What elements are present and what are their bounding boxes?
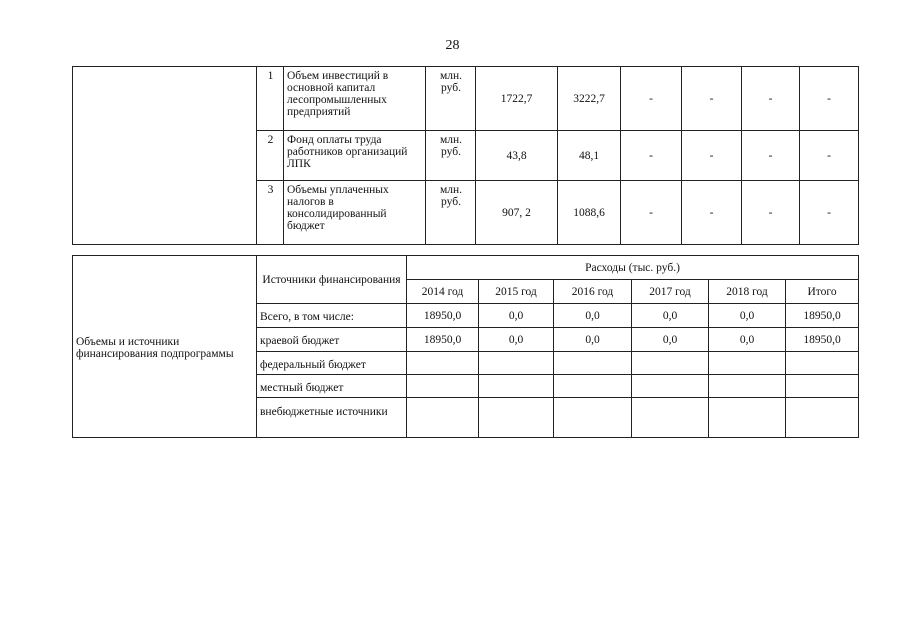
indicator-value: 1722,7 xyxy=(476,67,558,131)
indicator-dash: - xyxy=(800,181,859,245)
amount-cell: 0,0 xyxy=(554,328,632,352)
indicator-number: 3 xyxy=(257,181,284,245)
indicator-name: Объем инвестиций в основной капитал лесопромышленных предприятий xyxy=(284,67,426,131)
amount-cell xyxy=(786,398,859,438)
amount-cell xyxy=(479,352,554,375)
amount-cell: 18950,0 xyxy=(786,328,859,352)
financing-section-label: Объемы и источники финансирования подпрограммы xyxy=(73,256,257,438)
amount-cell xyxy=(632,398,709,438)
indicator-name: Объемы уплаченных налогов в консолидированный бюджет xyxy=(284,181,426,245)
indicator-dash: - xyxy=(621,67,682,131)
indicator-value: 3222,7 xyxy=(558,67,621,131)
indicator-row xyxy=(73,67,859,131)
indicator-dash: - xyxy=(621,131,682,181)
amount-cell xyxy=(554,352,632,375)
year-header: 2014 год xyxy=(407,280,479,304)
indicator-number: 1 xyxy=(257,67,284,131)
amount-cell: 0,0 xyxy=(709,328,786,352)
indicator-dash: - xyxy=(742,181,800,245)
indicator-dash: - xyxy=(800,131,859,181)
amount-cell: 0,0 xyxy=(479,328,554,352)
year-header: 2015 год xyxy=(479,280,554,304)
indicator-number: 2 xyxy=(257,131,284,181)
source-label: внебюджетные источники xyxy=(257,398,407,438)
page-number: 28 xyxy=(445,38,460,53)
amount-cell xyxy=(709,398,786,438)
amount-cell xyxy=(554,398,632,438)
year-header: 2016 год xyxy=(554,280,632,304)
indicator-value: 907, 2 xyxy=(476,181,558,245)
amount-cell: 18950,0 xyxy=(786,304,859,328)
financing-table xyxy=(72,255,859,438)
source-label: Всего, в том числе: xyxy=(257,304,407,328)
amount-cell: 0,0 xyxy=(479,304,554,328)
amount-cell xyxy=(709,352,786,375)
amount-cell xyxy=(786,352,859,375)
year-header: 2017 год xyxy=(632,280,709,304)
amount-cell xyxy=(479,375,554,398)
amount-cell xyxy=(407,352,479,375)
year-header: 2018 год xyxy=(709,280,786,304)
amount-cell xyxy=(407,398,479,438)
source-label: краевой бюджет xyxy=(257,328,407,352)
total-header: Итого xyxy=(786,280,859,304)
indicator-name: Фонд оплаты труда работников организаций ЛПК xyxy=(284,131,426,181)
indicator-dash: - xyxy=(742,131,800,181)
indicator-dash: - xyxy=(621,181,682,245)
indicator-dash: - xyxy=(682,131,742,181)
indicator-value: 43,8 xyxy=(476,131,558,181)
amount-cell xyxy=(479,398,554,438)
indicator-dash: - xyxy=(682,181,742,245)
financing-header-row xyxy=(73,256,859,280)
indicators-empty-cell xyxy=(73,67,257,245)
amount-cell xyxy=(709,375,786,398)
amount-cell xyxy=(632,352,709,375)
indicator-unit: млн. руб. xyxy=(426,181,476,245)
source-label: федеральный бюджет xyxy=(257,352,407,375)
amount-cell: 0,0 xyxy=(709,304,786,328)
amount-cell xyxy=(786,375,859,398)
amount-cell: 18950,0 xyxy=(407,328,479,352)
indicator-dash: - xyxy=(742,67,800,131)
source-label: местный бюджет xyxy=(257,375,407,398)
indicator-unit: млн. руб. xyxy=(426,67,476,131)
amount-cell: 0,0 xyxy=(632,328,709,352)
amount-cell: 0,0 xyxy=(554,304,632,328)
amount-cell xyxy=(407,375,479,398)
indicator-dash: - xyxy=(800,67,859,131)
amount-cell xyxy=(554,375,632,398)
sources-header: Источники финансирования xyxy=(257,256,407,304)
amount-cell xyxy=(632,375,709,398)
indicator-value: 1088,6 xyxy=(558,181,621,245)
indicator-unit: млн. руб. xyxy=(426,131,476,181)
indicator-dash: - xyxy=(682,67,742,131)
amount-cell: 18950,0 xyxy=(407,304,479,328)
amount-cell: 0,0 xyxy=(632,304,709,328)
indicator-value: 48,1 xyxy=(558,131,621,181)
indicators-table xyxy=(72,66,859,245)
expenses-header: Расходы (тыс. руб.) xyxy=(407,256,859,280)
